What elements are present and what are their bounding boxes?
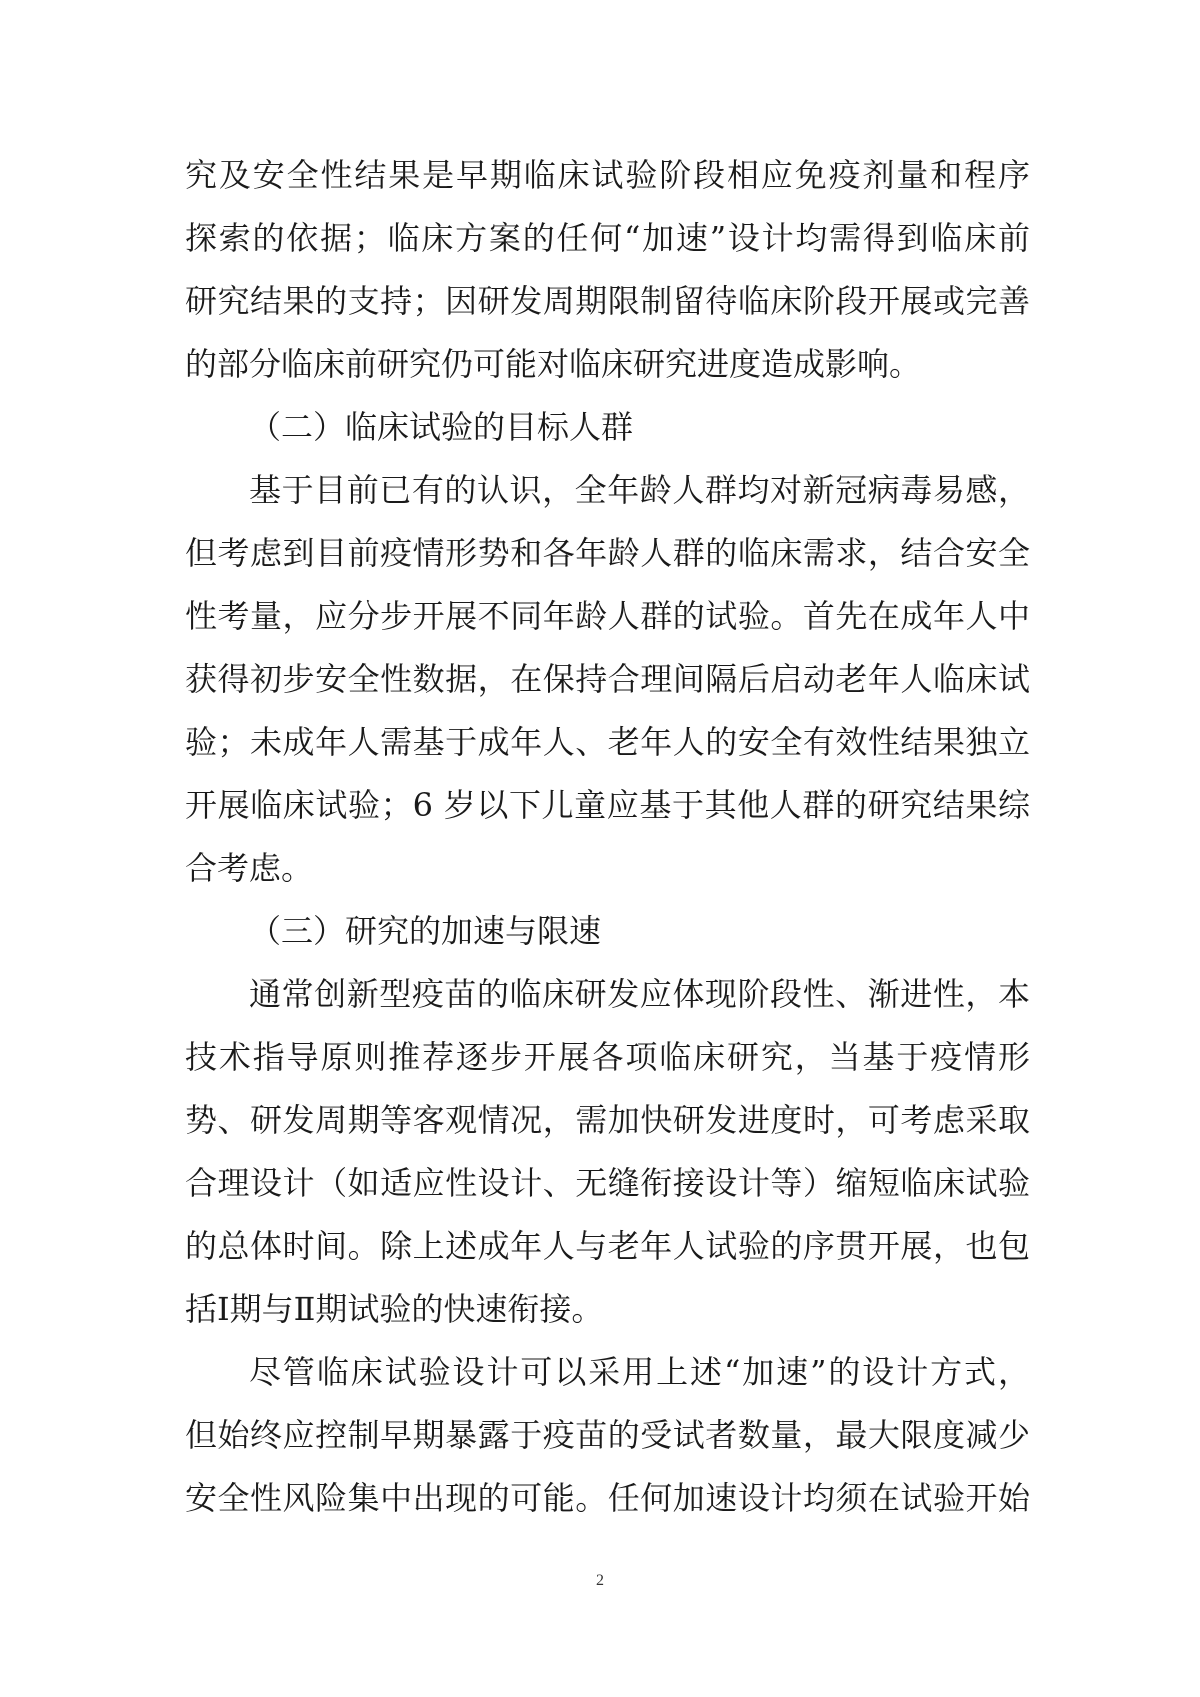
- paragraph-line: 通常创新型疫苗的临床研发应体现阶段性、渐进性，本: [249, 975, 1030, 1013]
- paragraph-line: 但考虑到目前疫情形势和各年龄人群的临床需求，结合安全: [185, 534, 1030, 572]
- page-number: 2: [596, 1572, 604, 1589]
- section-heading-3: （三）研究的加速与限速: [249, 912, 602, 950]
- paragraph-line: 但始终应控制早期暴露于疫苗的受试者数量，最大限度减少: [185, 1416, 1030, 1454]
- document-body: [185, 144, 1030, 1530]
- paragraph-line: 势、研发周期等客观情况，需加快研发进度时，可考虑采取: [185, 1101, 1030, 1139]
- paragraph-line: 基于目前已有的认识，全年龄人群均对新冠病毒易感，: [249, 471, 1030, 509]
- paragraph-line: 尽管临床试验设计可以采用上述“加速”的设计方式，: [249, 1353, 1030, 1391]
- paragraph-line: 技术指导原则推荐逐步开展各项临床研究，当基于疫情形: [185, 1038, 1030, 1076]
- paragraph-line: 研究结果的支持；因研发周期限制留待临床阶段开展或完善: [185, 282, 1030, 320]
- paragraph-line: 合考虑。: [185, 849, 314, 887]
- paragraph-line: 括Ⅰ期与Ⅱ期试验的快速衔接。: [185, 1290, 604, 1328]
- paragraph-line: 究及安全性结果是早期临床试验阶段相应免疫剂量和程序: [185, 156, 1030, 194]
- paragraph-line: 的总体时间。除上述成年人与老年人试验的序贯开展，也包: [185, 1227, 1030, 1265]
- paragraph-line: 性考量，应分步开展不同年龄人群的试验。首先在成年人中: [185, 597, 1030, 635]
- paragraph-line: 合理设计（如适应性设计、无缝衔接设计等）缩短临床试验: [185, 1164, 1030, 1202]
- paragraph-line: 探索的依据；临床方案的任何“加速”设计均需得到临床前: [185, 219, 1030, 257]
- paragraph-line: 开展临床试验；6 岁以下儿童应基于其他人群的研究结果综: [185, 786, 1030, 824]
- section-heading-2: （二）临床试验的目标人群: [249, 408, 634, 446]
- paragraph-line: 验；未成年人需基于成年人、老年人的安全有效性结果独立: [185, 723, 1030, 761]
- paragraph-line: 安全性风险集中出现的可能。任何加速设计均须在试验开始: [185, 1479, 1030, 1517]
- paragraph-line: 的部分临床前研究仍可能对临床研究进度造成影响。: [185, 345, 922, 383]
- paragraph-line: 获得初步安全性数据，在保持合理间隔后启动老年人临床试: [185, 660, 1030, 698]
